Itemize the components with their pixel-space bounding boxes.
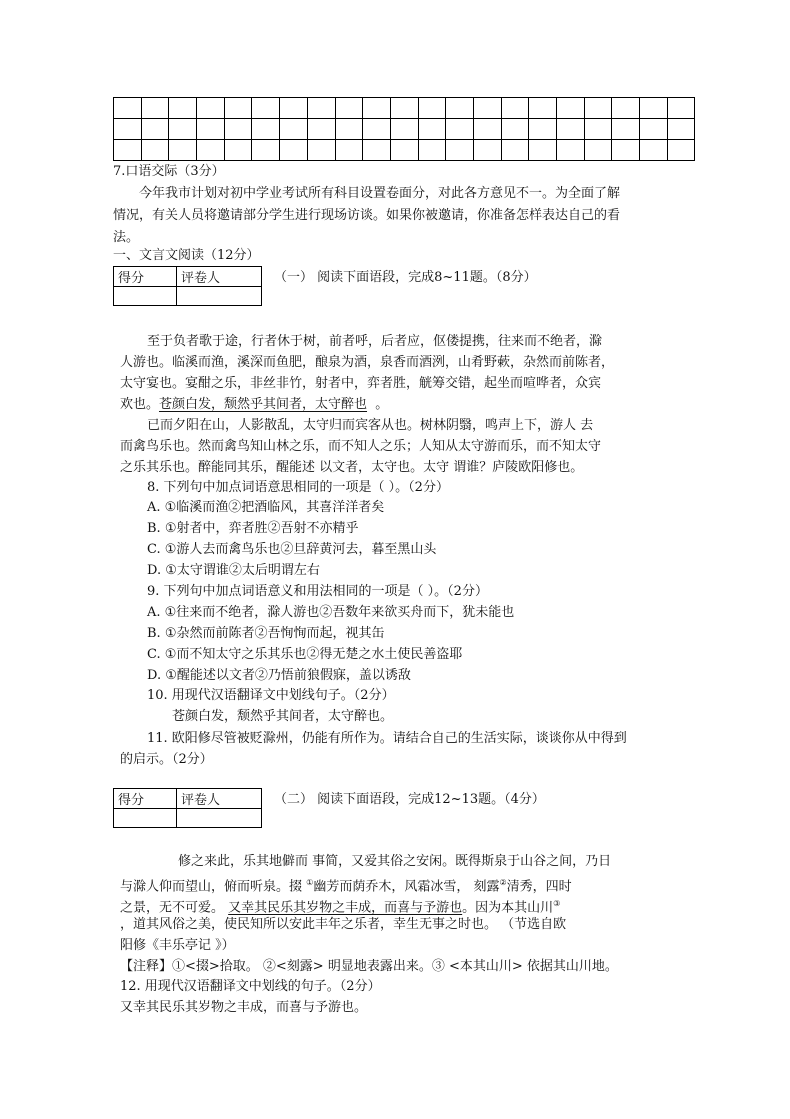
passage1-line: 人游也。临溪而渔，溪深而鱼肥，酿泉为酒，泉香而酒洌，山肴野蔌，杂然而前陈者， xyxy=(120,355,615,370)
q8-stem: 8. 下列句中加点词语意思相同的一项是（ ）。（2分） xyxy=(147,480,449,495)
part1-intro: （一） 阅读下面语段，完成8~11题。（8分） xyxy=(274,270,537,285)
passage2-line: 修之来此，乐其地僻而 事简，又爱其俗之安闲。既得斯泉于山谷之间，乃日 xyxy=(178,854,612,869)
passage1-line: 至于负者歌于途，行者休于树，前者呼，后者应，伛偻提携，往来而不绝者，滁 xyxy=(147,334,603,349)
underlined-sentence: 苍颜白发，颓然乎其间者，太守醉也 xyxy=(159,397,368,412)
score-box-2 xyxy=(113,788,262,828)
passage1-line: 已而夕阳在山，人影散乱，太守归而宾客从也。树林阴翳，鸣声上下，游人 去 xyxy=(147,418,594,433)
annotation: 【注释】①<掇>拾取。 ②<刻露> 明显地表露出来。③ <本其山川> 依据其山川地。 xyxy=(120,959,618,974)
q10-stem: 10. 用现代汉语翻译文中划线句子。（2分） xyxy=(147,688,395,703)
q7-title: 7.口语交际（3分） xyxy=(113,164,225,179)
q8-option-b: B. ①射者中，弈者胜②吾射不亦精乎 xyxy=(147,521,359,536)
passage1-line: 欢也。苍颜白发，颓然乎其间者，太守醉也 。 xyxy=(120,397,389,412)
q12-stem: 12. 用现代汉语翻译文中划线的句子。（2分） xyxy=(120,979,381,994)
score-box-1 xyxy=(113,266,262,306)
grader-label: 评卷人 xyxy=(177,789,262,809)
q9-option-d: D. ①醒能述以文者②乃悟前狼假寐，盖以诱敌 xyxy=(147,668,411,683)
footnote-marker: ① xyxy=(306,878,314,887)
q9-option-a: A. ①往来而不绝者，滁人游也②吾数年来欲买舟而下，犹未能也 xyxy=(147,605,515,620)
passage2-line: 与滁人仰而望山，俯而听泉。掇 ①幽芳而荫乔木，风霜冰雪， 刻露②清秀，四时 xyxy=(120,878,572,895)
score-label: 得分 xyxy=(114,789,177,809)
passage2-line: 阳修《丰乐亭记 》） xyxy=(120,938,235,953)
q11-stem-2: 的启示。（2分） xyxy=(120,752,213,767)
q12-sentence: 又幸其民乐其岁物之丰成，而喜与予游也。 xyxy=(120,1000,368,1015)
footnote-marker: ③ xyxy=(553,899,561,908)
passage2-line: 之景，无不可爱。 又幸其民乐其岁物之丰成，而喜与予游也。因为本其山川③ xyxy=(120,899,561,916)
passage1-line: 而禽鸟乐也。然而禽鸟知山林之乐，而不知人之乐；人知从太守游而乐，而不知太守 xyxy=(120,439,602,454)
q7-text-3: 法。 xyxy=(113,230,140,245)
q11-stem: 11. 欧阳修尽管被贬滁州，仍能有所作为。请结合自己的生活实际，谈谈你从中得到 xyxy=(147,731,627,746)
score-label: 得分 xyxy=(114,267,177,287)
q8-option-d: D. ①太守谓谁②太后明谓左右 xyxy=(147,563,320,578)
q8-option-a: A. ①临溪而渔②把酒临风，其喜洋洋者矣 xyxy=(147,500,385,515)
q9-option-c: C. ①而不知太守之乐其乐也②得无楚之水土使民善盗耶 xyxy=(147,647,463,662)
q10-sentence: 苍颜白发，颓然乎其间者，太守醉也。 xyxy=(172,709,394,724)
q8-option-c: C. ①游人去而禽鸟乐也②旦辞黄河去，暮至黑山头 xyxy=(147,542,437,557)
q9-stem: 9. 下列句中加点词语意义和用法相同的一项是（ ）。（2分） xyxy=(147,584,488,599)
passage1-line: 太守宴也。宴酣之乐，非丝非竹，射者中，弈者胜，觥筹交错，起坐而喧哗者，众宾 xyxy=(120,376,602,391)
q7-text-1: 今年我市计划对初中学业考试所有科目设置卷面分，对此各方意见不一。为全面了解 xyxy=(139,186,621,201)
passage2-line: ，道其风俗之美，使民知所以安此丰年之乐者，幸生无事之时也。 （节选自欧 xyxy=(120,917,567,932)
answer-grid xyxy=(113,97,695,161)
section-title: 一、文言文阅读（12分） xyxy=(113,248,260,263)
q9-option-b: B. ①杂然而前陈者②吾恂恂而起，视其缶 xyxy=(147,626,385,641)
footnote-marker: ② xyxy=(499,878,507,887)
underlined-sentence: 又幸其民乐其岁物之丰成，而喜与予游也 xyxy=(228,900,463,916)
grader-label: 评卷人 xyxy=(177,267,262,287)
passage1-line: 之乐其乐也。醉能同其乐，醒能述 以文者，太守也。太守 谓谁？庐陵欧阳修也。 xyxy=(120,460,584,475)
part2-intro: （二） 阅读下面语段，完成12~13题。（4分） xyxy=(274,792,545,807)
q7-text-2: 情况，有关人员将邀请部分学生进行现场访谈。如果你被邀请，你准备怎样表达自己的看 xyxy=(113,208,621,223)
